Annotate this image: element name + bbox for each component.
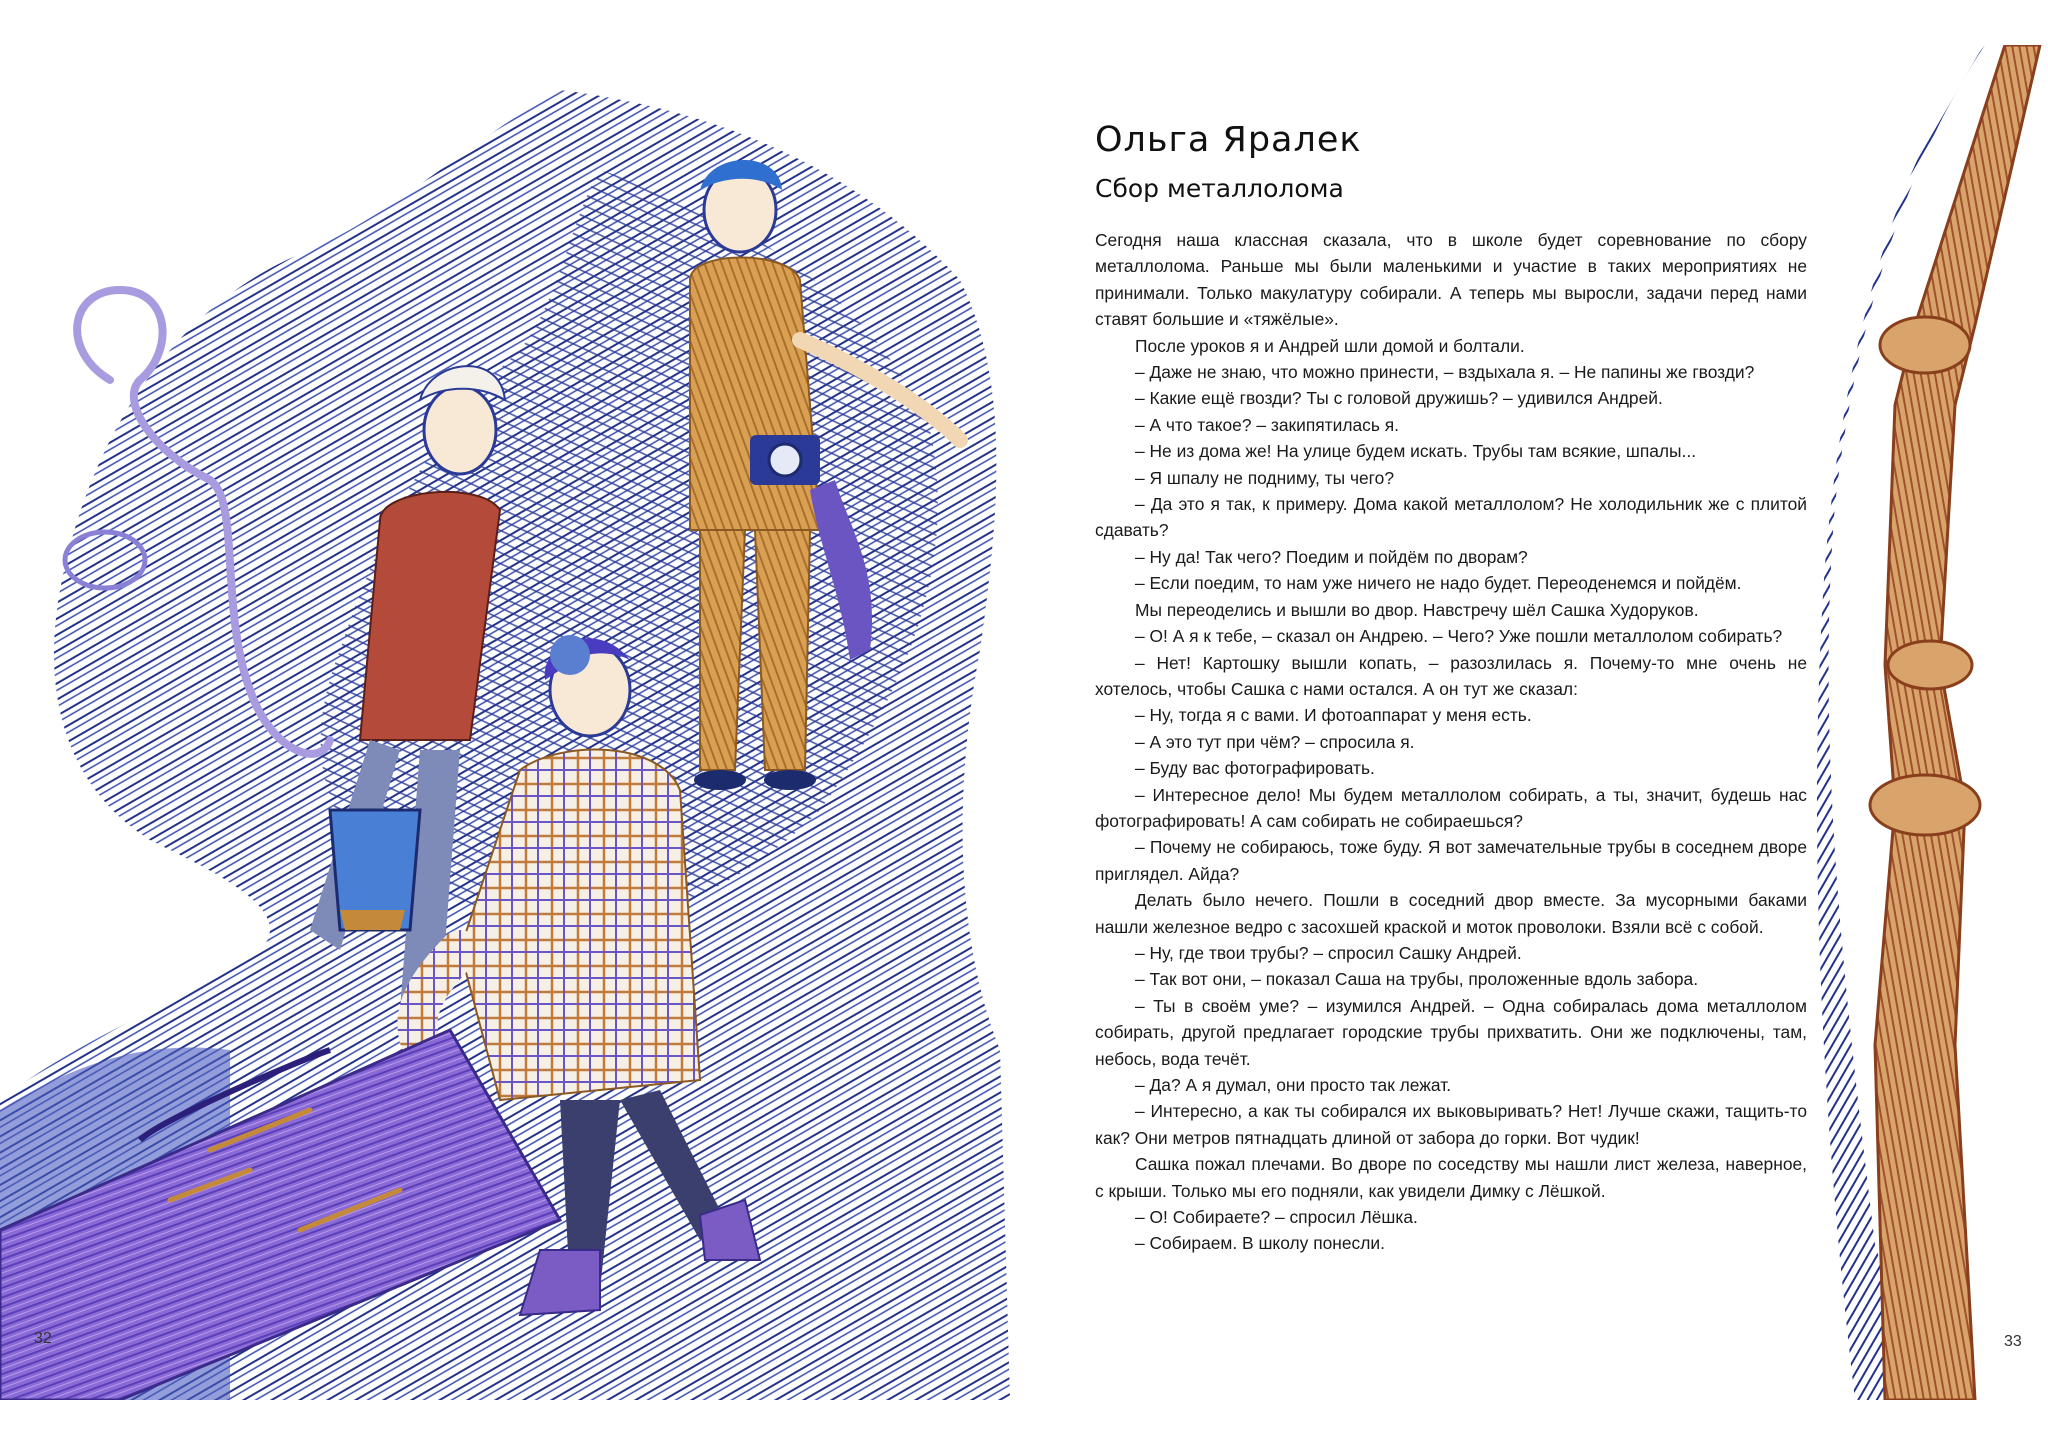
paragraph: – А это тут при чём? – спросила я. <box>1135 731 1415 752</box>
pipe-joint <box>1880 317 1970 373</box>
paragraph: – А что такое? – закипятилась я. <box>1135 414 1400 435</box>
paragraph: – О! А я к тебе, – сказал он Андрею. – Чего? Уже пошли металлолом собирать? <box>1135 626 1783 647</box>
right-illustration <box>1815 45 2048 1400</box>
paragraph: – Ну, тогда я с вами. И фотоаппарат у меня есть. <box>1135 705 1532 726</box>
paragraph: После уроков я и Андрей шли домой и болтали. <box>1135 335 1525 356</box>
rusty-pipe <box>1875 45 2040 1400</box>
pipe-joint <box>1870 775 1980 835</box>
paragraph: – Почему не собираюсь, тоже буду. Я вот замечательные трубы в соседнем дворе приглядел. Айда? <box>1095 837 1807 884</box>
paragraph: – Интересное дело! Мы будем металлолом собирать, а ты, значит, будешь нас фотографировать! А сам собирать не собираешься? <box>1095 784 1807 831</box>
paragraph: – Я шпалу не подниму, ты чего? <box>1135 467 1394 488</box>
paragraph: – Да? А я думал, они просто так лежат. <box>1135 1075 1452 1095</box>
paragraph: Делать было нечего. Пошли в соседний двор вместе. За мусорными баками нашли железное ведро с засохшей краской и моток проволоки. Взяли всё с собой. <box>1095 890 1807 937</box>
paragraph: – Ну да! Так чего? Поедим и пойдём по дворам? <box>1135 546 1528 567</box>
paragraph: – Да это я так, к примеру. Дома какой металлолом? Не холодильник же с плитой сдавать? <box>1095 494 1807 541</box>
paragraph: Сегодня наша классная сказала, что в школе будет соревнование по сбору металлолома. Раньше мы были маленькими и участие в таких мероприятиях не принимали. Только макулатуру собирали. А теперь мы выросли, задачи перед нами ставят большие и «тяжёлые». <box>1095 230 1807 330</box>
author-name: Ольга Яралек <box>1095 120 1362 160</box>
paragraph: – Какие ещё гвозди? Ты с головой дружишь? – удивился Андрей. <box>1135 388 1663 409</box>
paragraph: – Не из дома же! На улице будем искать. Трубы там всякие, шпалы... <box>1135 441 1697 462</box>
paragraph: – Ну, где твои трубы? – спросил Сашку Андрей. <box>1135 942 1522 963</box>
paragraph: – Так вот они, – показал Саша на трубы, проложенные вдоль забора. <box>1135 969 1699 990</box>
paragraph: – Ты в своём уме? – изумился Андрей. – Одна собиралась дома металлолом собирать, другой предлагает городские трубы прихватить. Они же подключены, там, небось, вода течёт. <box>1095 995 1807 1069</box>
paragraph: Сашка пожал плечами. Во дворе по соседству мы нашли лист железа, наверное, с крыши. Только мы его подняли, как увидели Димку с Лёшкой. <box>1095 1154 1807 1201</box>
paragraph: – Нет! Картошку вышли копать, – разозлилась я. Почему-то мне очень не хотелось, чтобы Сашка с нами остался. А он тут же сказал: <box>1095 652 1807 699</box>
left-illustration <box>0 50 1024 1400</box>
story-column <box>1095 120 1807 1257</box>
paragraph: – Даже не знаю, что можно принести, – вздыхала я. – Не папины же гвозди? <box>1135 362 1755 383</box>
story-body <box>1095 227 1807 1257</box>
paragraph: – О! Собираете? – спросил Лёшка. <box>1135 1207 1418 1228</box>
paragraph: – Если поедим, то нам уже ничего не надо будет. Переоденемся и пойдём. <box>1135 573 1742 594</box>
paragraph: – Интересно, а как ты собирался их выковыривать? Нет! Лучше скажи, тащить-то как? Они метров пятнадцать длиной от забора до горки. Вот чудик! <box>1095 1101 1807 1148</box>
left-page-number: 32 <box>34 1330 52 1347</box>
paragraph: Мы переоделись и вышли во двор. Навстречу шёл Сашка Худоруков. <box>1135 599 1699 620</box>
paragraph: – Собираем. В школу понесли. <box>1135 1233 1385 1254</box>
right-page-number: 33 <box>2004 1333 2022 1350</box>
paragraph: – Буду вас фотографировать. <box>1135 758 1375 779</box>
pipe-joint <box>1888 641 1972 689</box>
story-title: Сбор металлолома <box>1095 174 1344 203</box>
